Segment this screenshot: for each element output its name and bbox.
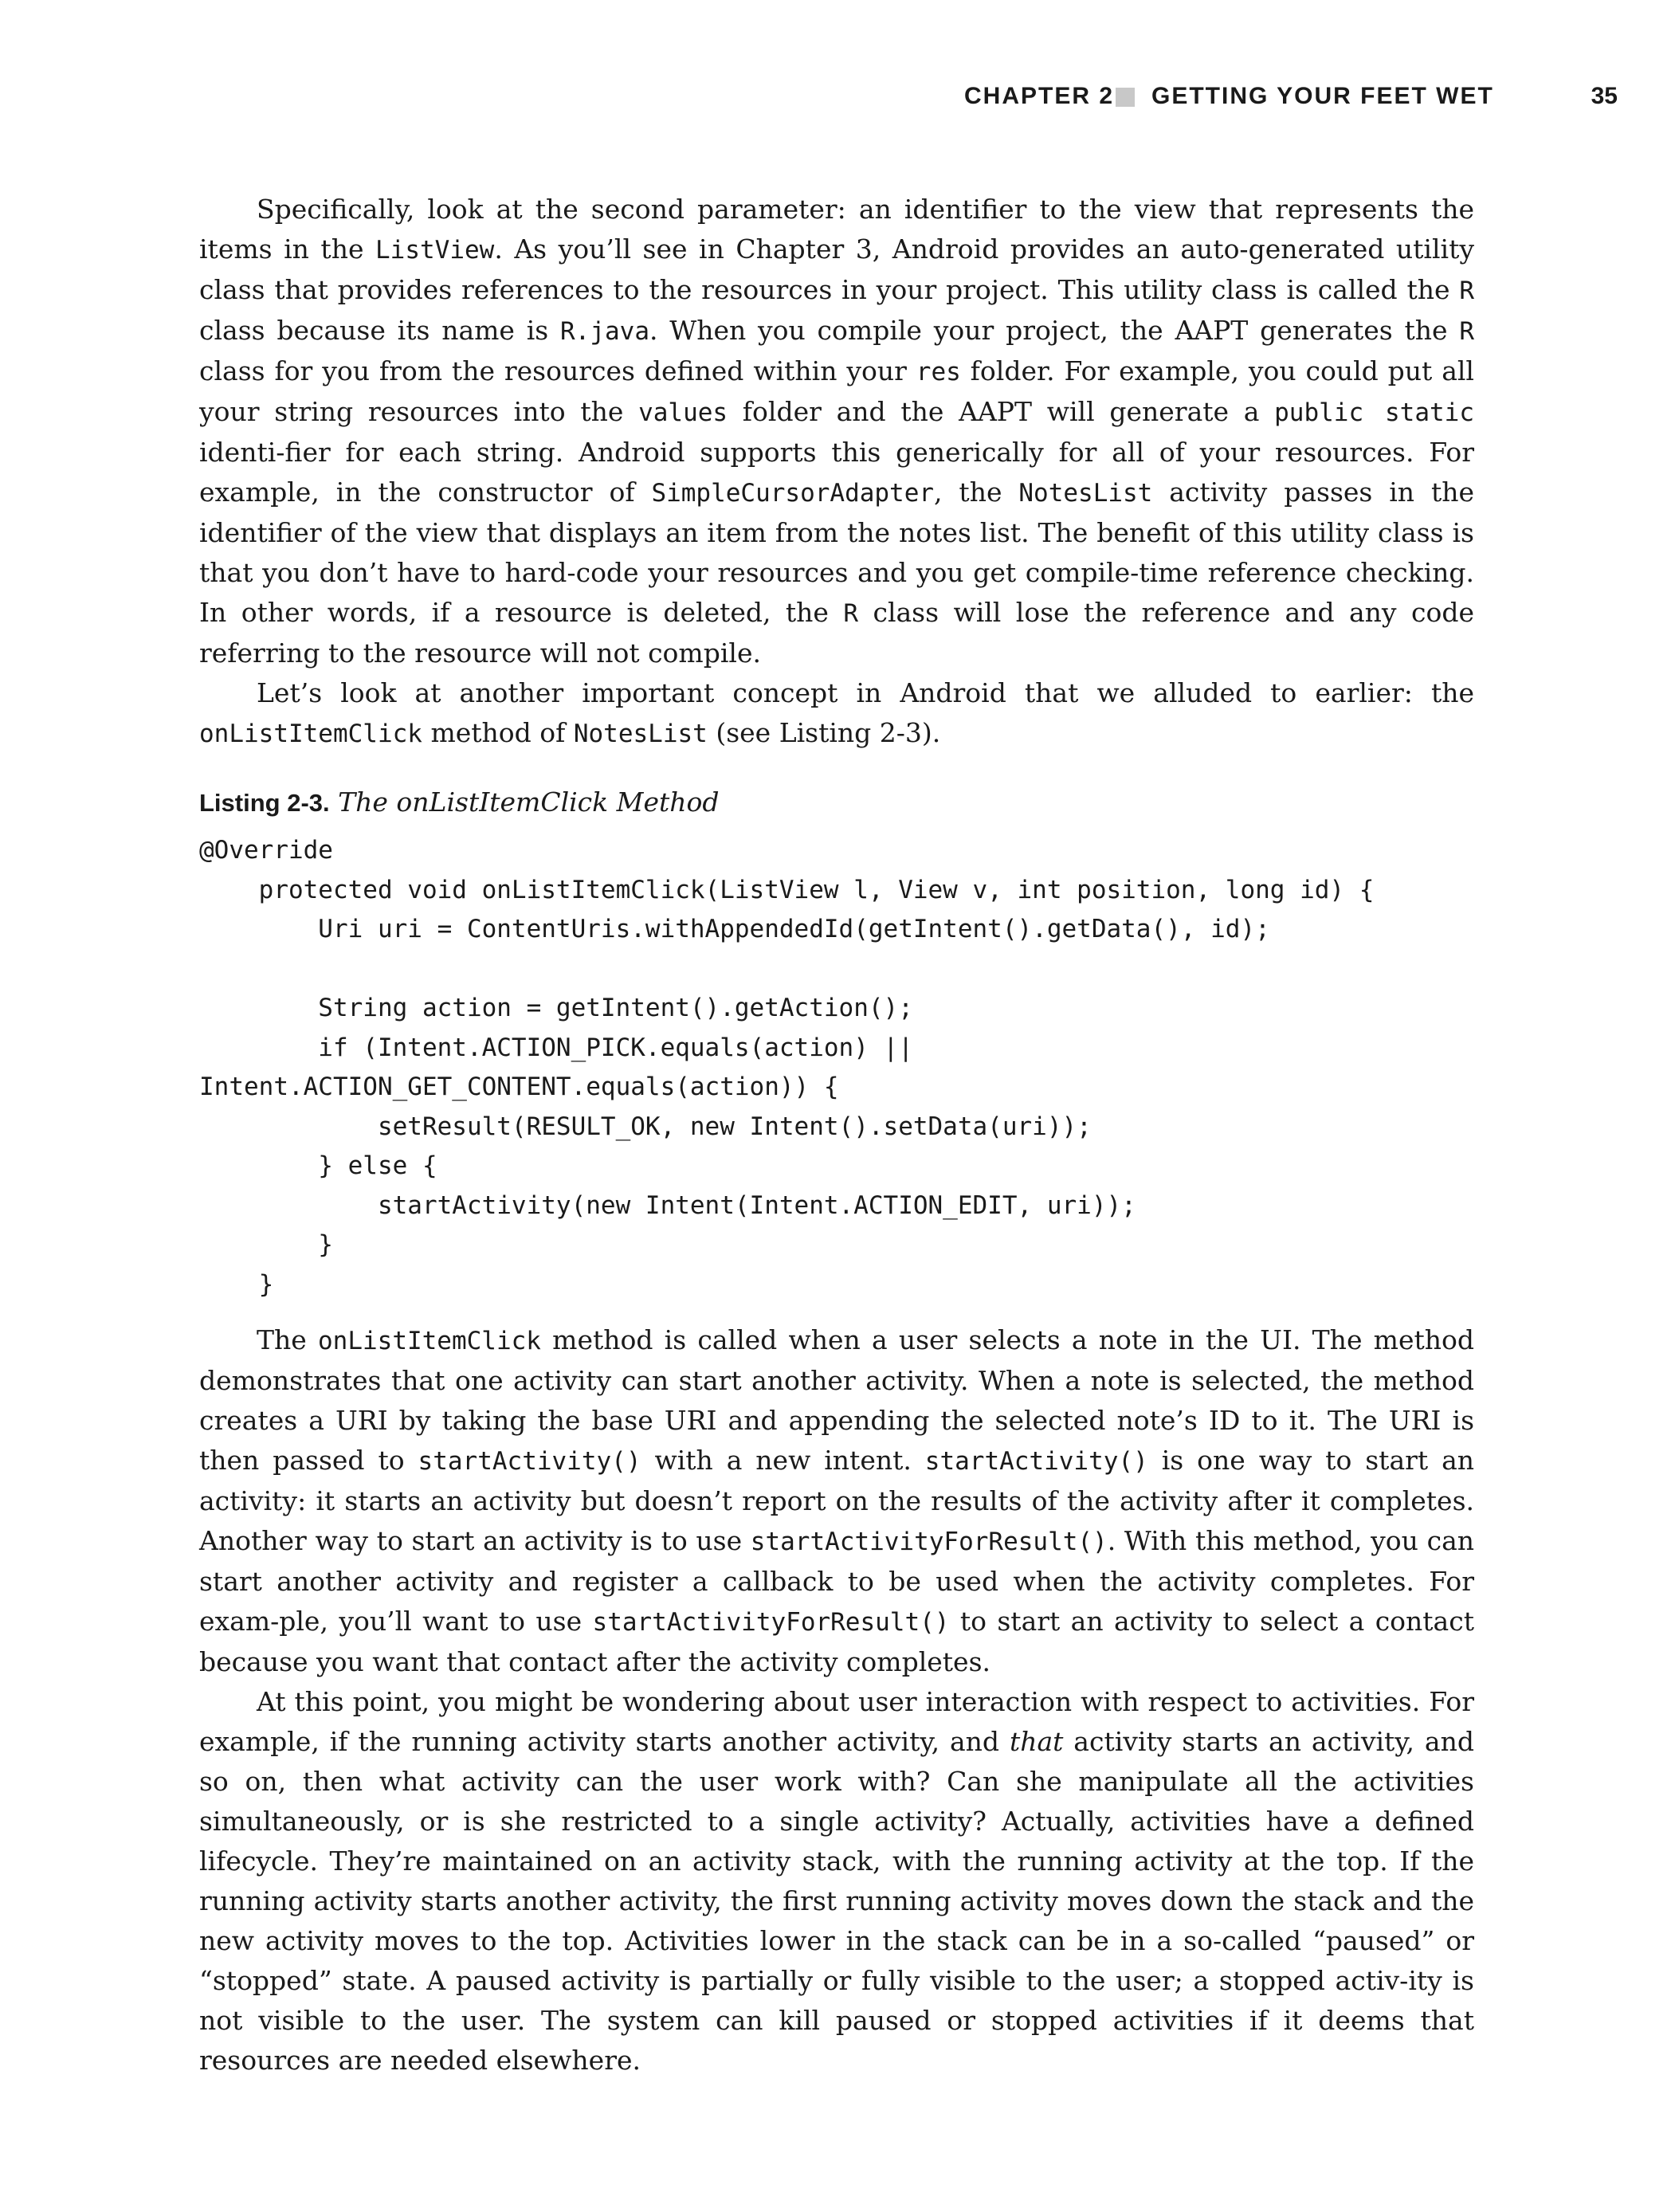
inline-code: NotesList — [573, 720, 708, 748]
header-separator-square — [1116, 88, 1135, 107]
inline-code: values — [638, 398, 728, 427]
page-body — [199, 190, 1474, 2081]
inline-code: startActivity() — [924, 1447, 1148, 1476]
inline-code: res — [916, 358, 961, 386]
inline-code: public static — [1274, 398, 1474, 427]
code-listing: @Override protected void onListItemClick(ListView l, View v, int position, long id) { Uri uri = ContentUris.withAppendedId(getIntent().getData(), id); String action = getIntent().getAction(); if (Intent.ACTION_PICK.equals(action) || Intent.ACTION_GET_CONTENT.equals(action)) { setResult(RESULT_OK, new Intent().setData(uri)); } else { startActivity(new Intent(Intent.ACTION_EDIT, uri)); } } — [199, 836, 1375, 1299]
inline-code: R.java — [560, 317, 649, 346]
inline-code: startActivityForResult() — [750, 1528, 1108, 1556]
listing-title: The onListItemClick Method — [338, 786, 720, 818]
inline-code: startActivityForResult() — [592, 1608, 950, 1637]
inline-code: onListItemClick — [199, 720, 422, 748]
listing-label: Listing 2-3. — [199, 789, 330, 817]
paragraph-r-class: Specifically, look at the second parameter: an identifier to the view that represents the items in the ListView. As you’ll see in Chapter 3, Android provides an auto-generated utility class that provides references to the resources in your project. This utility class is called the R class because its name is R.java. When you compile your project, the AAPT generates the R class for you from the resources defined within your res folder. For example, you could put all your string resources into the values folder and the AAPT will generate a public static identi-fier for each string. Android supports this generically for all of your resources. For example, in the constructor of SimpleCursorAdapter, the NotesList activity passes in the identifier of the view that displays an item from the notes list. The benefit of this utility class is that you don’t have to hard-code your resources and you get compile-time reference checking. In other words, if a resource is deleted, the R class will lose the reference and any code referring to the resource will not compile. — [199, 194, 1474, 669]
inline-code: R — [1459, 276, 1474, 305]
page-number: 35 — [1591, 83, 1618, 109]
inline-code: onListItemClick — [318, 1327, 541, 1355]
chapter-title: GETTING YOUR FEET WET — [1151, 83, 1494, 109]
listing-caption — [199, 782, 1474, 823]
inline-code: SimpleCursorAdapter — [651, 479, 935, 508]
paragraph-onlistitemclick: The onListItemClick method is called when a user selects a note in the UI. The method demonstrates that one activity can start another activity. When a note is selected, the method creates a URI by taking the base URI and appending the selected note’s ID to it. The URI is then passed to startActivity() with a new intent. startActivity() is one way to start an activity: it starts an activity but doesn’t report on the results of the activity after it completes. Another way to start an activity is to use startActivityForResult(). With this method, you can start another activity and register a callback to be used when the activity completes. For exam-ple, you’ll want to use startActivityForResult() to start an activity to select a contact because you want that contact after the activity completes. — [199, 1324, 1475, 1677]
emphasis: that — [1009, 1726, 1064, 1757]
paragraph-activity-lifecycle: At this point, you might be wondering about user interaction with respect to activities. For example, if the running activity starts another activity, and that activity starts an activity, and so on, then what activity can the user work with? Can she manipulate all the activities simultaneously, or is she restricted to a single activity? Actually, activities have a defined lifecycle. They’re maintained on an activity stack, with the running activity at the top. If the running activity starts another activity, the first running activity moves down the stack and the new activity moves to the top. Activities lower in the stack can be in a so-called “paused” or “stopped” state. A paused activity is partially or fully visible to the user; a stopped activ-ity is not visible to the user. The system can kill paused or stopped activities if it deems that resources are needed elsewhere. — [199, 1686, 1474, 2076]
chapter-label: CHAPTER 2 — [964, 83, 1115, 109]
inline-code: NotesList — [1018, 479, 1153, 508]
inline-code: startActivity() — [418, 1447, 641, 1476]
inline-code: R — [843, 599, 859, 628]
inline-code: R — [1459, 317, 1474, 346]
inline-code: ListView — [375, 236, 495, 265]
running-header — [916, 83, 1618, 118]
paragraph-intro-listing: Let’s look at another important concept in Android that we alluded to earlier: the onListItemClick method of NotesList (see Listing 2-3). — [199, 677, 1474, 748]
